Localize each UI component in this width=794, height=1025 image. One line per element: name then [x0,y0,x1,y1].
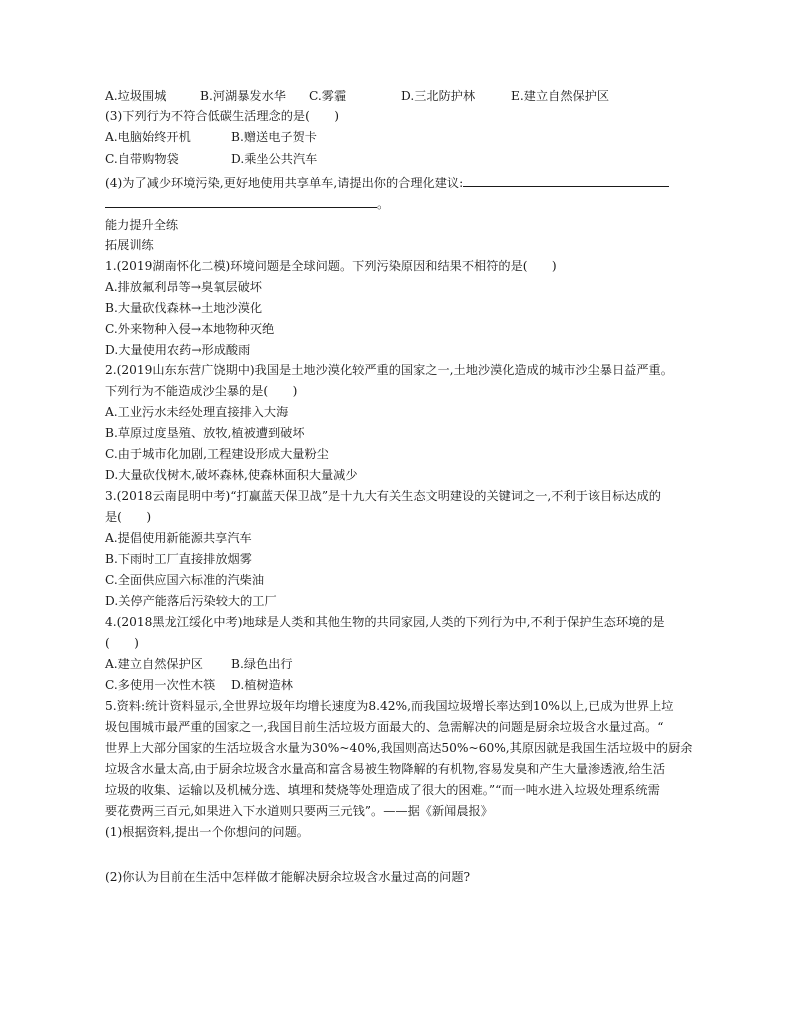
option-b: B.绿色出行 [231,657,293,671]
section-title: 能力提升全练 [105,218,179,232]
question-1-option-a: A.排放氟利昂等→臭氧层破坏 [105,280,262,294]
end-mark: 。 [377,197,390,211]
option-b: B.赠送电子贺卡 [231,130,317,144]
option-a: A.垃圾围城 [105,89,167,103]
question-3-option-c: C.全面供应国六标准的汽柴油 [105,573,265,587]
option-b: B.河湖暴发水华 [200,89,286,103]
question-5-sub-2: (2)你认为目前在生活中怎样做才能解决厨余垃圾含水量过高的问题? [105,870,471,884]
option-c: C.雾霾 [309,89,347,103]
option-d: D.植树造林 [231,678,293,692]
question-2-option-b: B.草原过度垦殖、放牧,植被遭到破坏 [105,426,305,440]
question-5-paragraph-line-5: 垃圾的收集、运输以及机械分选、填埋和焚烧等处理造成了很大的困难。”“而一吨水进入垃圾处理系统需 [105,783,660,797]
question-1-option-b: B.大量砍伐森林→土地沙漠化 [105,301,263,315]
question-2-stem-line-1: 2.(2019山东东营广饶期中)我国是土地沙漠化较严重的国家之一,土地沙漠化造成的城市沙尘暴日益严重。 [105,363,673,377]
sub-question-4-continuation [105,194,389,212]
question-2-option-d: D.大量砍伐树木,破坏森林,使森林面积大量减少 [105,468,358,482]
question-3-option-d: D.关停产能落后污染较大的工厂 [105,594,277,608]
question-4-stem-line-1: 4.(2018黑龙江绥化中考)地球是人类和其他生物的共同家园,人类的下列行为中,不利于保护生态环境的是 [105,615,665,629]
question-3-stem-line-1: 3.(2018云南昆明中考)“打赢蓝天保卫战”是十九大有关生态文明建设的关键词之一,不利于该目标达成的 [105,489,661,503]
option-a: A.建立自然保护区 [105,657,203,671]
question-5-paragraph-line-3: 世界上大部分国家的生活垃圾含水量为30%~40%,我国则高达50%~60%,其原因就是我国生活垃圾中的厨余 [105,741,693,755]
question-2-stem-line-2: 下列行为不能造成沙尘暴的是( ) [105,384,298,398]
question-5-paragraph-line-4: 垃圾含水量太高,由于厨余垃圾含水量高和富含易被生物降解的有机物,容易发臭和产生大量渗透液,给生活 [105,762,666,776]
answer-blank-line[interactable] [463,173,669,187]
sub-question-4-text: (4)为了减少环境污染,更好地使用共享单车,请提出你的合理化建议: [105,176,464,190]
question-4-stem-line-2: ( ) [105,636,139,650]
section-subtitle: 拓展训练 [105,238,154,252]
option-d: D.乘坐公共汽车 [231,152,318,166]
question-2-option-a: A.工业污水未经处理直接排入大海 [105,405,289,419]
question-1-option-c: C.外来物种入侵→本地物种灭绝 [105,322,275,336]
question-1-option-d: D.大量使用农药→形成酸雨 [105,343,251,357]
option-d: D.三北防护林 [401,89,476,103]
question-5-paragraph-line-1: 5.资料:统计资料显示,全世界垃圾年均增长速度为8.42%,而我国垃圾增长率达到10%以上,已成为世界上垃 [105,699,674,713]
option-c: C.自带购物袋 [105,152,179,166]
option-c: C.多使用一次性木筷 [105,678,216,692]
question-3-option-a: A.提倡使用新能源共享汽车 [105,531,252,545]
question-5-paragraph-line-6: 要花费两三百元,如果进入下水道则只要两三元钱”。——据《新闻晨报》 [105,804,493,818]
option-a: A.电脑始终开机 [105,130,191,144]
question-2-option-c: C.由于城市化加剧,工程建设形成大量粉尘 [105,447,329,461]
question-5-sub-1: (1)根据资料,提出一个你想问的问题。 [105,825,309,839]
question-5-paragraph-line-2: 圾包围城市最严重的国家之一,我国目前生活垃圾方面最大的、急需解决的问题是厨余垃圾含水量过高。“ [105,720,664,734]
answer-blank-line-2[interactable] [105,194,377,208]
option-e: E.建立自然保护区 [511,89,610,103]
question-1-stem: 1.(2019湖南怀化二模)环境问题是全球问题。下列污染原因和结果不相符的是( ) [105,259,557,273]
sub-question-3-stem: (3)下列行为不符合低碳生活理念的是( ) [105,109,339,123]
question-3-option-b: B.下雨时工厂直接排放烟雾 [105,552,252,566]
question-3-stem-line-2: 是( ) [105,510,152,524]
sub-question-4-stem [105,173,669,191]
